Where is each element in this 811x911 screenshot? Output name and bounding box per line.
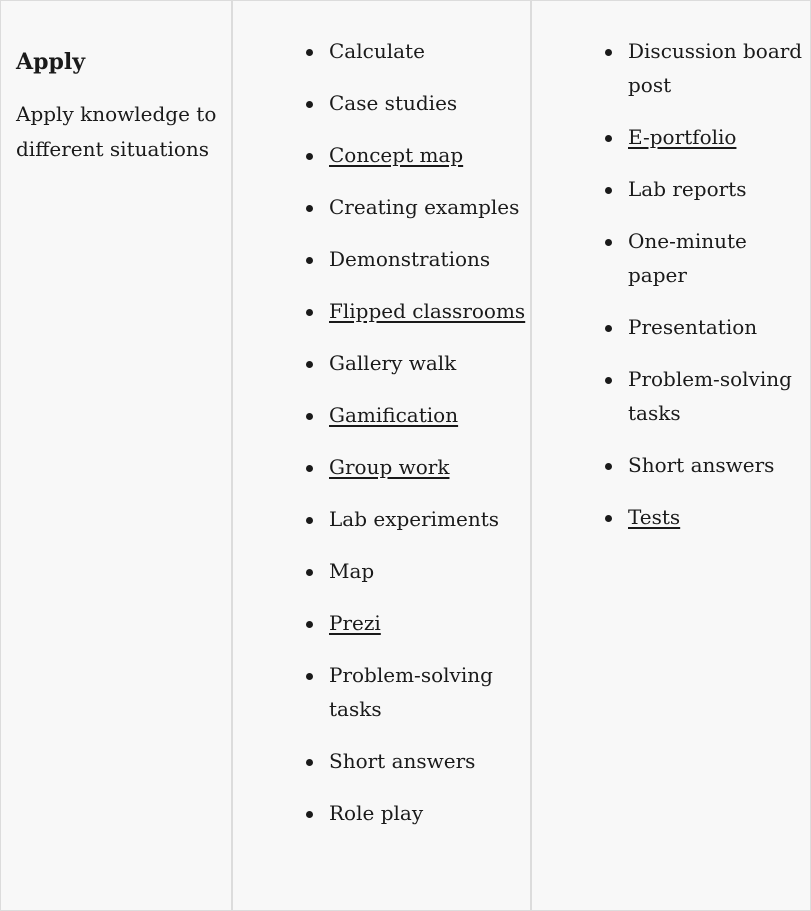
assessments-cell xyxy=(532,1,810,910)
bullet-icon xyxy=(605,239,612,246)
activity-item xyxy=(329,796,530,830)
activity-link[interactable]: Gamification xyxy=(329,403,459,427)
activity-item xyxy=(329,242,530,276)
assessment-item xyxy=(628,34,810,102)
assessment-label: Presentation xyxy=(628,315,758,339)
bullet-icon xyxy=(605,377,612,384)
bullet-icon xyxy=(306,413,313,420)
assessment-label: Lab reports xyxy=(628,177,747,201)
activity-label: Calculate xyxy=(329,39,425,63)
activity-item xyxy=(329,658,530,726)
assessment-item xyxy=(628,362,810,430)
activities-list xyxy=(233,34,530,830)
activity-item xyxy=(329,606,530,640)
bullet-icon xyxy=(605,187,612,194)
bullet-icon xyxy=(306,621,313,628)
bullet-icon xyxy=(306,205,313,212)
activity-label: Problem-solving tasks xyxy=(329,663,493,721)
bullet-icon xyxy=(306,517,313,524)
activity-link[interactable]: Group work xyxy=(329,455,450,479)
activity-link[interactable]: Flipped classrooms xyxy=(329,299,526,323)
activity-item xyxy=(329,34,530,68)
assessment-label: One-minute paper xyxy=(628,229,747,287)
bullet-icon xyxy=(605,135,612,142)
assessment-link[interactable]: Tests xyxy=(628,505,681,529)
activity-item xyxy=(329,398,530,432)
assessment-link[interactable]: E-portfolio xyxy=(628,125,737,149)
assessment-label: Problem-solving tasks xyxy=(628,367,792,425)
activity-item xyxy=(329,86,530,120)
assessments-list xyxy=(532,34,810,534)
activity-item xyxy=(329,138,530,172)
bullet-icon xyxy=(306,49,313,56)
level-title: Apply xyxy=(16,49,85,75)
level-cell xyxy=(1,1,233,910)
assessment-item xyxy=(628,224,810,292)
bullet-icon xyxy=(306,153,313,160)
assessment-item xyxy=(628,500,810,534)
bullet-icon xyxy=(306,569,313,576)
activity-item xyxy=(329,744,530,778)
assessment-item xyxy=(628,310,810,344)
activity-label: Short answers xyxy=(329,749,476,773)
activity-label: Demonstrations xyxy=(329,247,491,271)
bullet-icon xyxy=(306,759,313,766)
activity-item xyxy=(329,450,530,484)
activities-cell xyxy=(233,1,532,910)
bullet-icon xyxy=(605,515,612,522)
bullet-icon xyxy=(306,465,313,472)
activity-item xyxy=(329,346,530,380)
activity-link[interactable]: Concept map xyxy=(329,143,464,167)
activity-label: Gallery walk xyxy=(329,351,457,375)
assessment-item xyxy=(628,120,810,154)
assessment-label: Discussion board post xyxy=(628,39,803,97)
assessment-item xyxy=(628,172,810,206)
bullet-icon xyxy=(306,101,313,108)
bullet-icon xyxy=(605,463,612,470)
activity-item xyxy=(329,554,530,588)
activity-item xyxy=(329,502,530,536)
activity-label: Role play xyxy=(329,801,424,825)
activity-label: Case studies xyxy=(329,91,458,115)
activity-item xyxy=(329,294,530,328)
assessment-label: Short answers xyxy=(628,453,775,477)
bullet-icon xyxy=(605,49,612,56)
activity-label: Lab experiments xyxy=(329,507,500,531)
activity-link[interactable]: Prezi xyxy=(329,611,381,635)
bullet-icon xyxy=(605,325,612,332)
bullet-icon xyxy=(306,673,313,680)
level-description: Apply knowledge to different situations xyxy=(16,102,217,161)
bullet-icon xyxy=(306,257,313,264)
activity-label: Map xyxy=(329,559,375,583)
activity-label: Creating examples xyxy=(329,195,520,219)
bullet-icon xyxy=(306,309,313,316)
activity-item xyxy=(329,190,530,224)
assessment-item xyxy=(628,448,810,482)
bullet-icon xyxy=(306,361,313,368)
bullet-icon xyxy=(306,811,313,818)
